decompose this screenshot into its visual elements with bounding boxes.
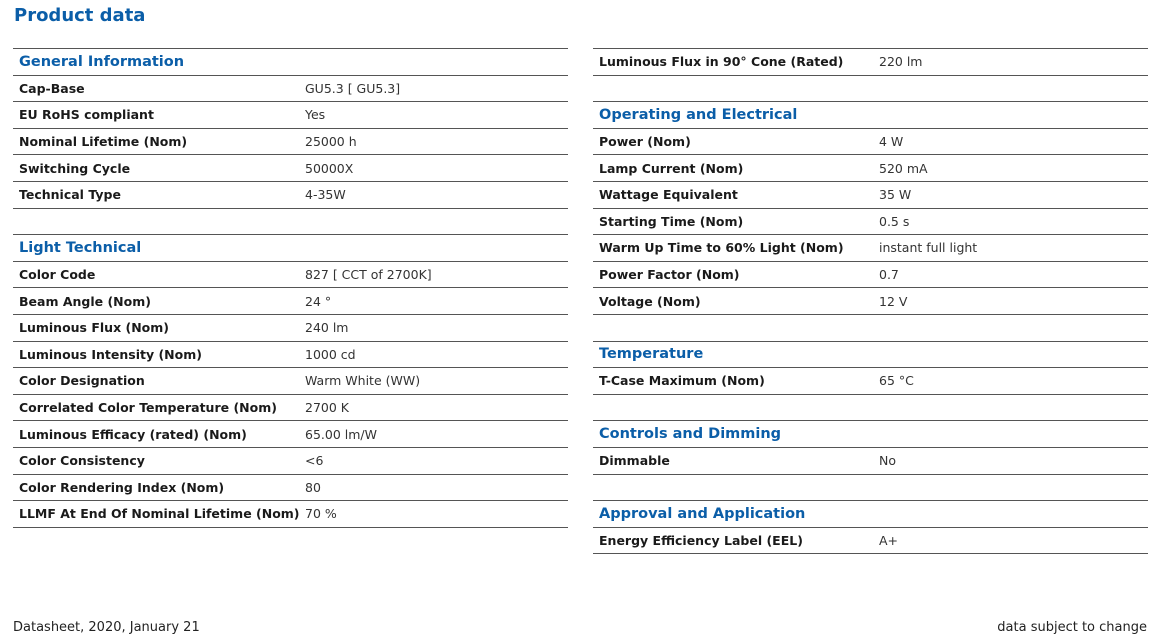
spec-row-power-factor-nom	[593, 262, 1148, 289]
spacer-row	[593, 76, 1148, 103]
section-title: Light Technical	[19, 239, 142, 256]
spec-label: Luminous Intensity (Nom)	[19, 346, 202, 362]
footer-date: Datasheet, 2020, January 21	[13, 620, 200, 635]
spec-label: Color Rendering Index (Nom)	[19, 479, 225, 495]
spec-value: 65.00 lm/W	[305, 426, 377, 442]
spec-label: Power Factor (Nom)	[599, 267, 740, 283]
spec-row-correlated-color-temperature-nom	[13, 395, 568, 422]
spec-value: Warm White (WW)	[305, 373, 421, 389]
spec-value: 4-35W	[305, 187, 346, 203]
section-title: Temperature	[599, 346, 704, 363]
spec-row-switching-cycle	[13, 155, 568, 182]
spec-label: Switching Cycle	[19, 160, 131, 176]
spec-label: Warm Up Time to 60% Light (Nom)	[599, 240, 844, 256]
spec-value: No	[879, 453, 896, 469]
section-header-light-technical	[13, 235, 568, 262]
spec-value: 1000 cd	[305, 346, 356, 362]
spec-row-dimmable	[593, 448, 1148, 475]
spec-label: Color Consistency	[19, 453, 145, 469]
page-title: Product data	[14, 5, 146, 26]
spec-label: Correlated Color Temperature (Nom)	[19, 400, 277, 416]
spec-label: Lamp Current (Nom)	[599, 160, 744, 176]
spec-label: Luminous Flux (Nom)	[19, 320, 169, 336]
spec-value: 827 [ CCT of 2700K]	[305, 267, 432, 283]
spec-row-wattage-equivalent	[593, 182, 1148, 209]
spec-value: 2700 K	[305, 400, 349, 416]
spec-row-nominal-lifetime-nom	[13, 129, 568, 156]
spec-value: 70 %	[305, 506, 337, 522]
spec-label: Starting Time (Nom)	[599, 213, 744, 229]
spec-label: Voltage (Nom)	[599, 293, 701, 309]
spec-value: GU5.3 [ GU5.3]	[305, 80, 401, 96]
section-header-temperature	[593, 342, 1148, 369]
spec-label: Luminous Efficacy (rated) (Nom)	[19, 426, 247, 442]
spec-value: 4 W	[879, 134, 904, 150]
section-header-general-information	[13, 49, 568, 76]
spec-label: Cap-Base	[19, 80, 85, 96]
spec-row-energy-efficiency-label-eel	[593, 528, 1148, 555]
spec-label: Nominal Lifetime (Nom)	[19, 134, 188, 150]
spec-value: 65 °C	[879, 373, 914, 389]
spec-row-color-code	[13, 262, 568, 289]
spec-label: Energy Efficiency Label (EEL)	[599, 532, 803, 548]
right-spec-table	[593, 48, 1148, 554]
spec-row-luminous-flux-nom	[13, 315, 568, 342]
spec-row-warm-up-time-to-60-light-nom	[593, 235, 1148, 262]
spec-value: A+	[879, 532, 899, 548]
spec-label: Luminous Flux in 90° Cone (Rated)	[599, 54, 844, 70]
section-title: Approval and Application	[599, 505, 806, 522]
section-header-approval-and-application	[593, 501, 1148, 528]
spec-row-color-designation	[13, 368, 568, 395]
spec-label: Technical Type	[19, 187, 121, 203]
spec-value: 24 °	[305, 293, 332, 309]
spec-label: Color Code	[19, 267, 96, 283]
left-spec-table	[13, 48, 568, 528]
spec-row-lamp-current-nom	[593, 155, 1148, 182]
section-title: Controls and Dimming	[599, 426, 782, 443]
spec-row-color-consistency	[13, 448, 568, 475]
spec-row-luminous-efficacy-rated-nom	[13, 421, 568, 448]
spacer-row	[593, 315, 1148, 342]
spec-row-luminous-intensity-nom	[13, 342, 568, 369]
spec-label: Dimmable	[599, 453, 670, 469]
spec-value: 220 lm	[879, 54, 923, 70]
spec-label: Color Designation	[19, 373, 145, 389]
spec-value: 240 lm	[305, 320, 349, 336]
spec-row-llmf-at-end-of-nominal-lifetime-nom	[13, 501, 568, 528]
spec-label: Beam Angle (Nom)	[19, 293, 151, 309]
spec-value: <6	[305, 453, 324, 469]
spec-value: 80	[305, 479, 321, 495]
spec-value: 0.7	[879, 267, 899, 283]
spec-label: Power (Nom)	[599, 134, 691, 150]
spec-value: 25000 h	[305, 134, 357, 150]
spec-row-cap-base	[13, 76, 568, 103]
spacer-row	[13, 209, 568, 236]
spec-value: instant full light	[879, 240, 978, 256]
spec-row-voltage-nom	[593, 288, 1148, 315]
spec-row-luminous-flux-in-90-cone-rated	[593, 49, 1148, 76]
spec-value: 50000X	[305, 160, 354, 176]
section-header-controls-and-dimming	[593, 421, 1148, 448]
spec-value: 520 mA	[879, 160, 928, 176]
footer-disclaimer: data subject to change	[997, 620, 1147, 635]
spacer-row	[593, 395, 1148, 422]
spacer-row	[593, 475, 1148, 502]
spec-value: Yes	[305, 107, 326, 123]
spec-row-power-nom	[593, 129, 1148, 156]
section-title: General Information	[19, 53, 185, 70]
spec-row-t-case-maximum-nom	[593, 368, 1148, 395]
spec-label: T-Case Maximum (Nom)	[599, 373, 765, 389]
spec-label: EU RoHS compliant	[19, 107, 154, 123]
spec-row-beam-angle-nom	[13, 288, 568, 315]
spec-value: 0.5 s	[879, 213, 910, 229]
spec-label: LLMF At End Of Nominal Lifetime (Nom)	[19, 506, 300, 522]
spec-value: 35 W	[879, 187, 912, 203]
spec-value: 12 V	[879, 293, 908, 309]
spec-row-eu-rohs-compliant	[13, 102, 568, 129]
spec-row-technical-type	[13, 182, 568, 209]
spec-row-starting-time-nom	[593, 209, 1148, 236]
section-title: Operating and Electrical	[599, 106, 798, 123]
spec-row-color-rendering-index-nom	[13, 475, 568, 502]
section-header-operating-and-electrical	[593, 102, 1148, 129]
spec-label: Wattage Equivalent	[599, 187, 738, 203]
